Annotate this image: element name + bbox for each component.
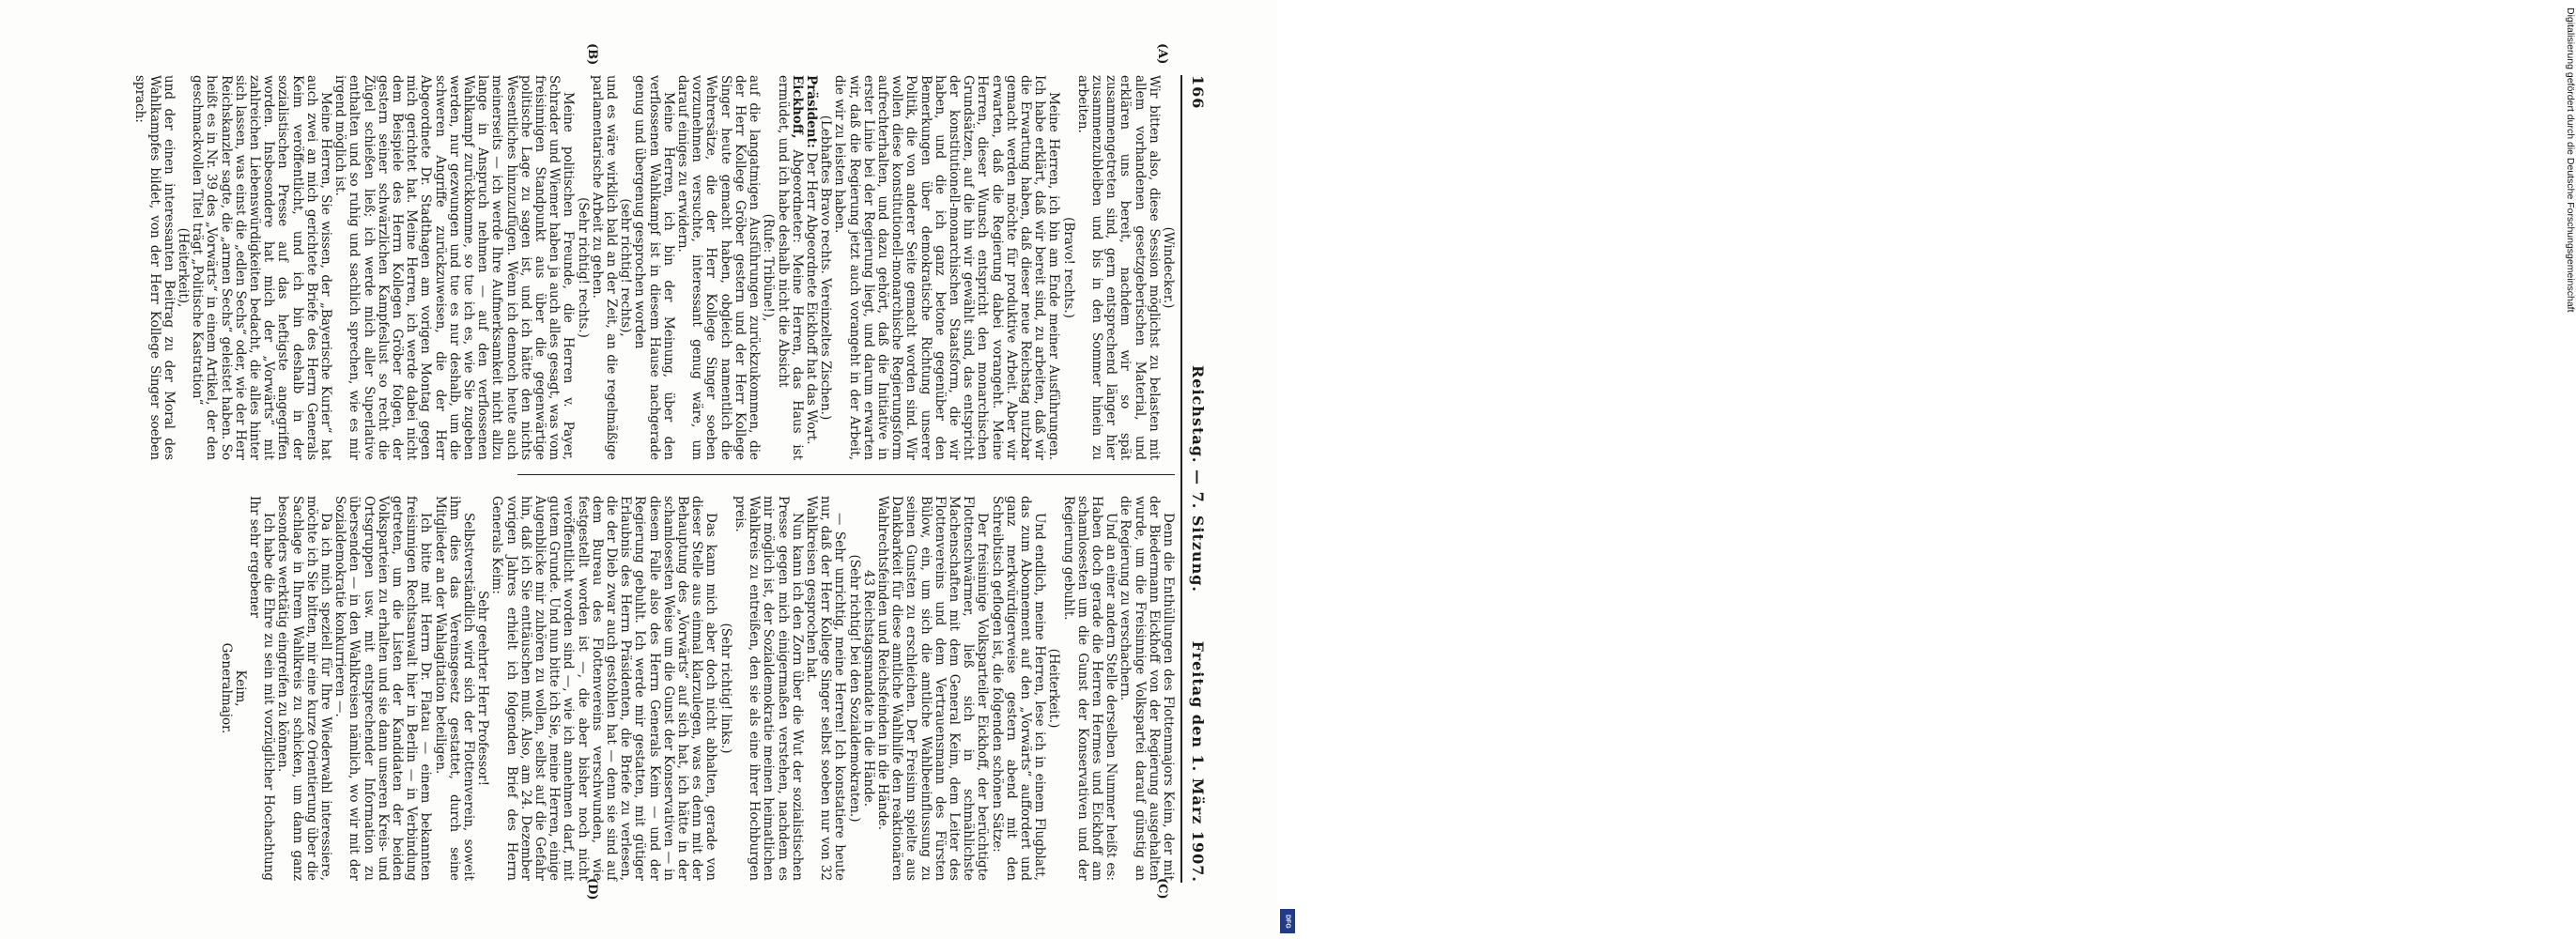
page-number: 166 <box>1189 75 1207 110</box>
paragraph-text: (Rufe: Tribüne!), <box>761 213 777 322</box>
paragraph-text: Denn die Enthüllungen des Flottenmajors Keim, der mit der Biedermann Eickhoff von der Regierung ausgehalten wurde, um die Freisinnige Volkspartei darauf günstig an die Regierung zu verschachern. <box>1118 496 1176 881</box>
paragraph-text: (Heiterkeit), <box>175 227 191 308</box>
right-column <box>53 496 1175 881</box>
paragraph <box>632 75 675 460</box>
speaker-name: Eickhoff, <box>789 75 805 139</box>
header-rule <box>1180 75 1182 883</box>
paragraph <box>775 75 803 460</box>
margin-mark-b: (B) <box>585 43 599 66</box>
paragraph <box>332 75 575 460</box>
paragraph <box>733 496 804 881</box>
paragraph-text: Generalmajor. <box>218 642 234 734</box>
centered-line <box>176 75 190 460</box>
paragraph <box>832 75 1060 460</box>
centered-line <box>233 496 247 881</box>
centered-line <box>1161 75 1175 460</box>
paragraph-text: Sehr geehrter Herr Professor! <box>475 590 491 787</box>
paragraph <box>132 75 176 460</box>
paragraph-text: (Windecker.) <box>1161 226 1176 309</box>
speaker-name: Präsident: <box>803 75 819 148</box>
paragraph-text: und es wäre wirklich bald an der Zeit, an die regelmäßige parlamentarische Arbeit zu gehen. <box>589 75 620 460</box>
centered-line <box>618 75 632 460</box>
paragraph <box>989 496 1046 881</box>
paragraph-text: 43 Reichstagsmandate in die Hände. <box>860 569 876 808</box>
dfg-logo: DFG <box>1280 909 1295 933</box>
left-column <box>53 75 1175 460</box>
paragraph <box>489 496 717 881</box>
paragraph-text: (Sehr richtig! links.) <box>717 623 733 754</box>
paragraph-text: Wir bitten also, diese Session möglichst zu belasten mit allem vorhandenen gesetzgeberischen Material, und erklären uns bereit, nachdem wir so spät zusammengetreten sind, gern entsprechend länger hier zusammenzubleiben und bis in den Sommer hinein zu arbeiten. <box>1074 75 1162 460</box>
paragraph-text: Meine Herren, Sie wissen, der „Bayerische Kurier“ hat auch zwei an mich gerichtete Briefe des Herrn Generals Keim veröffentlicht, und ich bin deshalb in der sozialistischen Presse auf das heftigste angegriffen worden. Insbesondere hat mich der „Vorwärts“ mit zahlreichen Liebenswürdigkeiten bedacht, die alles hinter sich lassen, was einst die „edlen Sechs“ oder, wie der Herr Reichskanzler sagte, die „armen Sechs“ geleistet haben. So heißt es in Nr. 39 des „Vorwärts“ in einem Artikel, der den geschmackvollen Titel trägt „Politische Kastration“ <box>190 75 334 460</box>
paragraph-text: Keim, <box>232 670 248 707</box>
paragraph-text: Ich bitte mit Herrn Dr. Flatau — einem bekannten freisinnigen Rechtsanwalt hier in Berlin — in Verbindung getreten, um die Listen der Kandidaten der beiden Volksparteien zu erhalten und sie dann unseren Kreis- und Ortsgruppen usw. mit entsprechender Information zu übersenden — in den Wahlkreisen nämlich, wo wir mit der Sozialdemokratie konkurrieren —. <box>332 496 434 881</box>
centered-line <box>1046 496 1060 881</box>
paragraph <box>675 75 761 460</box>
paragraph-text: und der einen interessanten Beitrag zu der Moral des Wahlkampfes bildet, von der Herr Kollege Singer soeben sprach: <box>132 75 177 460</box>
funding-notice: Digitalisierung gefördert durch die Deutsche Forschungsgemeinschaft <box>2565 8 2576 313</box>
paragraph <box>432 496 475 881</box>
paragraph-text: Und endlich, meine Herren, lese ich in einem Flugblatt, das zum Abonnement auf den „Vorwärts“ auffordert und ganz merkwürdigerweise gestern abend mit den Schreibtisch geflogen ist, die folgenden schönen Sätze: <box>989 496 1048 881</box>
paragraph <box>804 496 847 881</box>
paragraph-text: (Sehr richtig! rechts.) <box>575 197 591 338</box>
column-divider <box>517 474 1175 475</box>
centered-line <box>1060 75 1074 460</box>
paragraph-text: — Sehr unrichtig, meine Herren! Ich konstatiere heute nur, daß der Herr Kollege Singer selbst soeben nur von 32 Wahlkreisen gesprochen hat. <box>803 496 848 881</box>
paragraph <box>190 75 332 460</box>
margin-mark-a: (A) <box>1155 43 1169 65</box>
paragraph <box>247 496 275 881</box>
paragraph <box>1060 496 1118 881</box>
rotated-page <box>45 38 1214 906</box>
paragraph-text: (Heiterkeit.) <box>1046 648 1062 729</box>
paragraph-text: Der freisinnige Volksparteiler Eickhoff, der berüchtigte Flottenschwärmer, ließ sich in schmählichste Machenschaften mit dem General Keim, dem Leiter des Flottenvereins und dem Vertrauensmann des Fürsten Bülow, ein, um sich die amtliche Wahlbeeinflussung zu seinen Gunsten zu erschleichen. Der Freisinn spielte aus Dankbarkeit für diese amtliche Wahlhilfe den reaktionären Wahlrechtsfeinden und Reichsfeinden in die Hände. <box>874 496 991 881</box>
session-date: Freitag den 1. März 1907. <box>1189 640 1207 883</box>
paragraph-text: (Sehr richtig! bei den Sozialdemokraten.) <box>846 554 862 823</box>
footer-strip <box>1277 0 2576 939</box>
paragraph <box>1075 75 1161 460</box>
paragraph-text: Nun kann ich den Zorn über die Wut der sozialistischen Presse gegen mich einigermaßen verstehen, nachdem es mir möglich ist, der Sozialdemokratie meinen heimatlichen Wahlkreis zu entreißen, den sie als eine ihrer Hochburgen preis. <box>732 496 805 881</box>
margin-mark-d: (D) <box>585 878 599 901</box>
margin-mark-c: (C) <box>1155 878 1169 900</box>
paragraph-text: (Bravo! rechts.) <box>1060 217 1076 318</box>
paragraph-text: Selbstverständlich wird sich der Flottenverein, soweit ihm dies das Vereinsgesetz gestattet, durch seine Mitglieder an der Wahlagitation beteiligen. <box>432 496 477 881</box>
paragraph-text: Der Herr Abgeordnete Eickhoff hat das Wort. <box>803 152 819 445</box>
centered-line <box>818 75 832 460</box>
centered-line <box>761 75 775 460</box>
session-title: Reichstag. — 7. Sitzung. <box>1189 365 1207 593</box>
centered-line <box>575 75 589 460</box>
paragraph-text: Ich habe die Ehre zu sein mit vorzüglicher Hochachtung Ihr sehr ergebener <box>247 496 277 881</box>
paragraph <box>275 496 332 881</box>
paragraph-text: Abgeordneter: Meine Herren, das Haus ist ermüdet, und ich habe deshalb nicht die Absicht <box>775 75 805 460</box>
centered-line <box>861 496 875 881</box>
paragraph <box>590 75 618 460</box>
page-header <box>1182 75 1207 883</box>
paragraph <box>332 496 432 881</box>
paragraph-text: Meine Herren, ich bin der Meinung, über den verflossenen Wahlkampf ist in diesem Hause nachgerade genug und übergenug gesprochen worden <box>632 75 676 460</box>
paragraph-text: Das kann mich aber doch nicht abhalten, gerade von dieser Stelle aus einmal klarzulegen, was es denn mit der Behauptung des „Vorwärts“ auf sich hat, ich hätte in der schamlosesten Weise um die Gunst der Konservativen — in diesem Falle also des Herrn Generals Keim — und der Regierung gebuhlt. Ich werde mir gestatten, mit gütiger Erlaubnis des Herrn Präsidenten, die Briefe zu verlesen, die der Dieb zwar auch gestohlen hat — denn sie sind auf dem Bureau des Flottenvereins verschwunden, wie festgestellt worden ist —, die aber bisher noch nicht veröffentlicht worden sind —, wie ich annehmen darf, mit gutem Grunde. Und nun bitte ich Sie, meine Herren, einige Augenblicke mir zuhören zu wollen, selbst auf die Gefahr hin, daß ich Sie enttäuschen muß. Also, am 24. Dezember vorigen Jahres erhielt ich folgenden Brief des Herrn Generals Keim: <box>489 496 719 881</box>
paragraph <box>1118 496 1175 881</box>
paragraph-text: (sehr richtig! rechts), <box>618 198 634 337</box>
paragraph <box>804 75 818 460</box>
paragraph-text: Da ich mich speziell für Ihre Wiederwahl interessiere, möchte ich Sie bitten, mir eine kurze Orientierung über die Sachlage in Ihrem Wahlkreis zu schicken, um dann ganz besonders werktätig eingreifen zu können. <box>275 496 334 881</box>
paragraph-text: Meine politischen Freunde, die Herren v. Payer, Schrader und Wiemer haben ja auch alles gesagt, was vom freisinnigen Standpunkt aus über die gegenwärtige politische Lage zu sagen ist, und ich hätte den nichts Wesentliches hinzuzufügen. Wenn ich dennoch heute auch meinerseits — ich werde Ihre Aufmerksamkeit nicht allzu lange in Anspruch nehmen — auf den verflossenen Wahlkampf zurückkomme, so tue ich es, wie Sie zugeben werden, nur gezwungen und tue es nur deshalb, um die schweren Angriffe zurückzuweisen, die der Herr Abgeordnete Dr. Stadthagen am vorigen Montag gegen mich gerichtet hat. Meine Herren, ich werde dabei nicht dem Beispiele des Herrn Kollegen Gröber folgen, der gestern seiner schwärzlichen Kampfeslust so recht die Zügel schießen ließ; ich werde mich aller Superlative enthalten und so ruhig und sachlich sprechen, wie es mir irgend möglich ist. <box>332 75 577 460</box>
centered-line <box>718 496 733 881</box>
paragraph-text: (Lebhaftes Bravo rechts. Vereinzeltes Zischen.) <box>818 115 834 421</box>
centered-line <box>846 496 860 881</box>
centered-line <box>218 496 232 881</box>
paragraph-text: auf die langatmigen Ausführungen zurückzukommen, die der Herr Kollege Gröber gestern und der Herr Kollege Singer heute gemacht haben, obgleich namentlich die Wehrersätze, die der Herr Kollege Singer soeben vorzunehmen versuchte, interessant genug wäre, um darauf einiges zu erwidern. <box>675 75 763 460</box>
centered-line <box>475 496 489 881</box>
paragraph-text: Meine Herren, ich bin am Ende meiner Ausführungen. Ich habe erklärt, daß wir bereit sind, zu arbeiten, daß wir die Erwartung haben, daß dieser neue Reichstag nutzbar gemacht werden möchte für produktive Arbeit. Aber wir erwarten, daß die Regierung dabei vorangeht. Meine Herren, dieser Wunsch entspricht den monarchischen Grundsätzen, auf die hin wir gewählt sind, das entspricht der konstitutionell-monarchischen Staatsform, die wir haben, und die ich ganz betone gegenüber den Bemerkungen über demokratische Richtung unserer Politik, die von anderer Seite gemacht worden sind. Wir wollen diese konstitutionell-monarchische Regierungsform aufrechterhalten, und dazu gehört, daß die Initiative in erster Linie bei der Regierung liegt, und darum erwarten wir, daß die Regierung jetzt auch vorangeht in der Arbeit, die wir zu leisten haben. <box>832 75 1062 460</box>
paragraph <box>875 496 990 881</box>
paragraph-text: Und an einer andern Stelle derselben Nummer heißt es: Haben doch gerade die Herren Hermes und Eickhoff am schamlosesten um die Gunst der Konservativen und der Regierung gebuhlt. <box>1060 496 1119 881</box>
